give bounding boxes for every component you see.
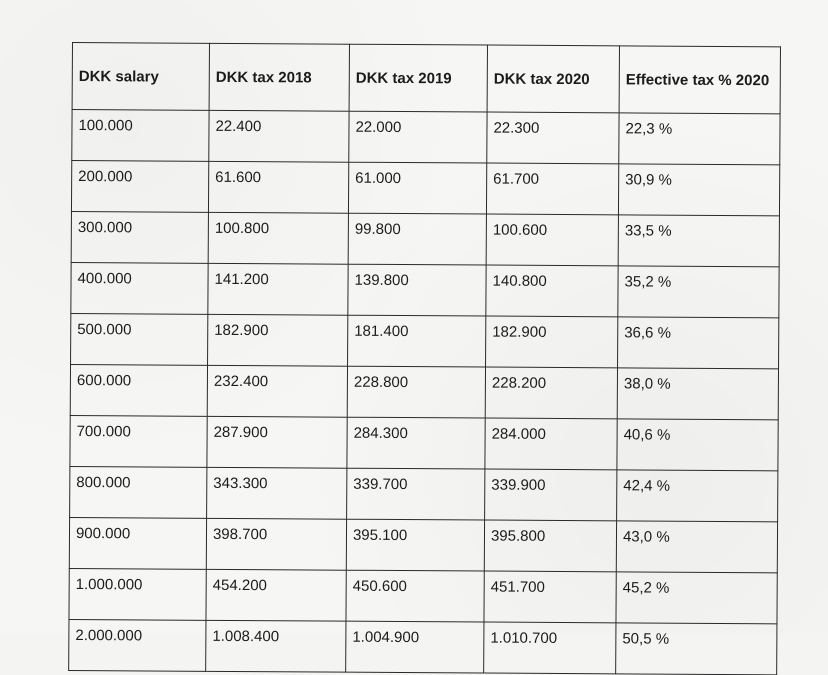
table-row (71, 262, 779, 317)
header-tax-2019: DKK tax 2019 (349, 44, 487, 112)
table-row (70, 364, 778, 419)
cell-tax-2019: 181.400 (348, 315, 486, 367)
table-row (71, 211, 779, 266)
cell-tax-2018: 182.900 (208, 314, 348, 366)
header-tax-2020: DKK tax 2020 (487, 45, 619, 113)
cell-salary: 600.000 (70, 364, 207, 416)
cell-salary: 400.000 (71, 262, 208, 314)
cell-tax-2018: 454.200 (206, 569, 346, 621)
cell-tax-2020: 228.200 (485, 367, 617, 419)
cell-tax-2018: 1.008.400 (206, 620, 346, 672)
table-row (69, 619, 777, 674)
header-row (72, 43, 780, 114)
cell-effective-tax: 43,0 % (616, 521, 777, 573)
cell-effective-tax: 40,6 % (617, 419, 778, 471)
cell-effective-tax: 50,5 % (616, 623, 777, 675)
table-row (70, 466, 778, 521)
table-row (69, 517, 777, 572)
cell-tax-2018: 232.400 (207, 365, 347, 417)
cell-tax-2019: 61.000 (348, 162, 486, 214)
cell-tax-2019: 284.300 (347, 417, 485, 469)
cell-tax-2019: 395.100 (346, 519, 484, 571)
table-row (72, 110, 780, 165)
cell-tax-2020: 284.000 (485, 418, 617, 470)
cell-tax-2018: 22.400 (209, 110, 349, 162)
cell-salary: 700.000 (70, 415, 207, 467)
cell-tax-2020: 140.800 (486, 265, 618, 317)
cell-tax-2020: 22.300 (487, 112, 619, 164)
cell-tax-2019: 228.800 (347, 366, 485, 418)
cell-effective-tax: 36,6 % (618, 317, 779, 369)
cell-effective-tax: 35,2 % (618, 266, 779, 318)
table-row (70, 415, 778, 470)
cell-tax-2018: 287.900 (207, 416, 347, 468)
table-row (71, 161, 779, 216)
cell-tax-2020: 395.800 (484, 520, 616, 572)
cell-salary: 100.000 (72, 110, 209, 162)
cell-tax-2020: 182.900 (486, 316, 618, 368)
cell-tax-2020: 100.600 (486, 214, 618, 266)
cell-tax-2019: 450.600 (346, 570, 484, 622)
cell-tax-2018: 141.200 (208, 263, 348, 315)
cell-salary: 1.000.000 (69, 568, 206, 620)
cell-salary: 200.000 (71, 161, 208, 213)
cell-tax-2019: 339.700 (347, 468, 485, 520)
tax-table (68, 42, 781, 675)
cell-effective-tax: 22,3 % (619, 113, 780, 165)
table-row (69, 568, 777, 623)
cell-tax-2020: 339.900 (485, 469, 617, 521)
cell-tax-2020: 451.700 (484, 571, 616, 623)
header-salary: DKK salary (72, 43, 209, 111)
cell-effective-tax: 42,4 % (617, 470, 778, 522)
cell-tax-2019: 99.800 (348, 213, 486, 265)
cell-salary: 300.000 (71, 211, 208, 263)
table-row (71, 313, 779, 368)
cell-effective-tax: 38,0 % (617, 368, 778, 420)
cell-salary: 500.000 (71, 313, 208, 365)
header-tax-2018: DKK tax 2018 (209, 43, 349, 111)
table-body (69, 110, 780, 675)
header-effective-tax: Effective tax % 2020 (619, 46, 780, 114)
cell-tax-2019: 1.004.900 (346, 621, 484, 673)
cell-salary: 900.000 (69, 517, 206, 569)
cell-tax-2018: 343.300 (207, 467, 347, 519)
cell-tax-2019: 139.800 (348, 264, 486, 316)
cell-tax-2018: 398.700 (206, 518, 346, 570)
cell-tax-2018: 100.800 (208, 212, 348, 264)
cell-tax-2019: 22.000 (349, 111, 487, 163)
cell-tax-2020: 61.700 (486, 163, 618, 215)
cell-tax-2018: 61.600 (208, 161, 348, 213)
cell-effective-tax: 30,9 % (618, 164, 779, 216)
cell-salary: 800.000 (70, 466, 207, 518)
cell-effective-tax: 45,2 % (616, 572, 777, 624)
cell-effective-tax: 33,5 % (618, 215, 779, 267)
cell-salary: 2.000.000 (69, 619, 206, 671)
cell-tax-2020: 1.010.700 (484, 622, 616, 674)
